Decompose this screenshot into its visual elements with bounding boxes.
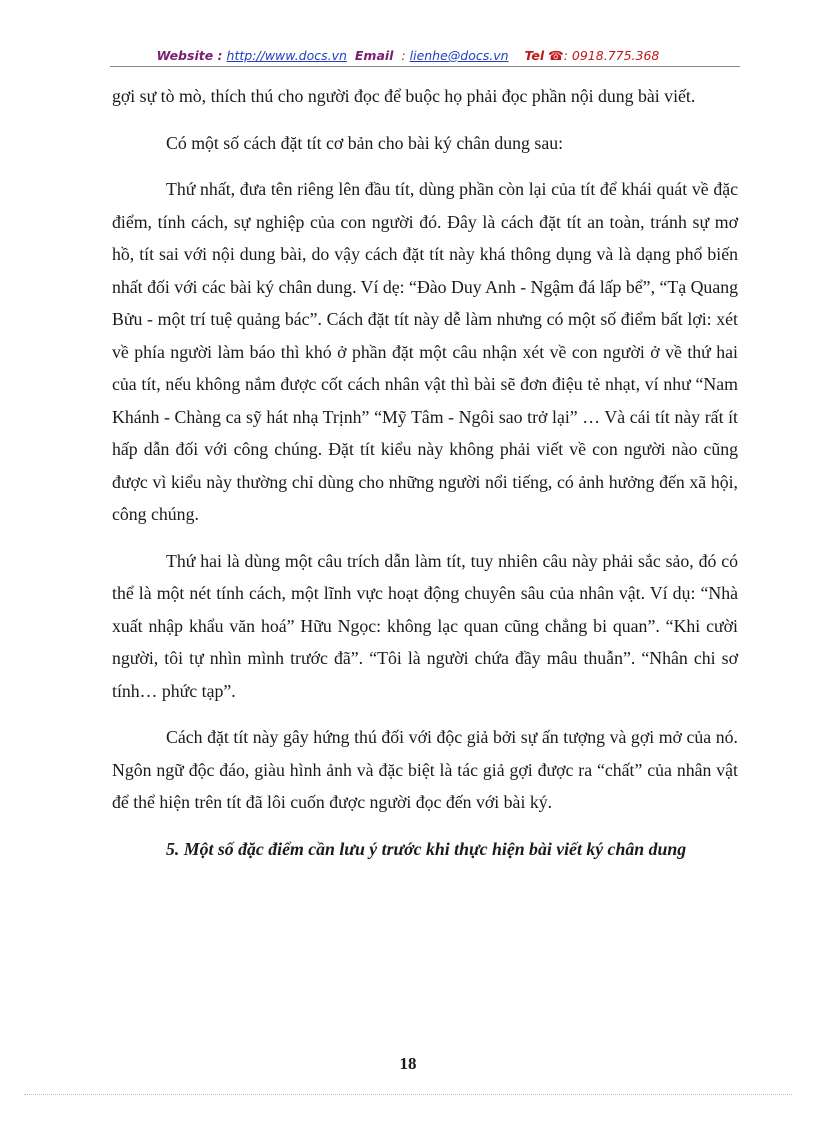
header-divider (110, 66, 740, 67)
website-label: Website : (156, 48, 223, 63)
paragraph-2: Có một số cách đặt tít cơ bản cho bài ký chân dung sau: (166, 132, 564, 153)
paragraph-3: Thứ nhất, đưa tên riêng lên đầu tít, dùng phần còn lại của tít để khái quát về đặc điểm, tính cách, sự nghiệp của con người đó. Đây là cách đặt tít an toàn, tránh sự mơ hồ, tít sai với nội dung bài, do vậy cách đặt tít này khá thông dụng và là dạng phổ biến nhất đối với các bài ký chân dung. Ví dẹ: “Đào Duy Anh - Ngậm đá lấp bể”, “Tạ Quang Bửu - một trí tuệ quảng bác”. Cách đặt tít này dễ làm nhưng có một số điểm bất lợi: xét về phía người làm báo thì khó ở phần đặt một câu nhận xét về con người ở về thứ hai của tít, nếu không nắm được cốt cách nhân vật thì bài sẽ đơn điệu tẻ nhạt, ví như “Nam Khánh - Chàng ca sỹ hát nhạ Trịnh” “Mỹ Tâm - Ngôi sao trở lại” … Và cái tít này rất ít hấp dẫn đối với công chúng. Đặt tít kiểu này không phải viết về con người nào cũng được vì kiểu này thường chỉ dùng cho những người nổi tiếng, có ảnh hưởng đến xã hội, công chúng. (112, 179, 738, 524)
phone-icon: ☎ (548, 48, 564, 63)
paragraph-5: Cách đặt tít này gây hứng thú đối với độc giả bởi sự ấn tượng và gợi mở của nó. Ngôn ngữ độc đáo, giàu hình ảnh và đặc biệt là tác giả gợi được ra “chất” của nhân vật để thể hiện trên tít đã lôi cuốn được người đọc đến với bài ký. (112, 727, 738, 812)
website-link[interactable]: http://www.docs.vn (226, 48, 347, 63)
page-header (0, 48, 816, 63)
section-heading: 5. Một số đặc điểm cần lưu ý trước khi thực hiện bài viết ký chân dung (166, 838, 687, 859)
tel-label: Tel (524, 48, 545, 63)
email-separator: : (401, 48, 406, 63)
page-content (112, 80, 738, 865)
email-link[interactable]: lienhe@docs.vn (409, 48, 509, 63)
page-number: 18 (399, 1054, 417, 1073)
paragraph-1: gợi sự tò mò, thích thú cho người đọc để buộc họ phải đọc phần nội dung bài viết. (112, 86, 696, 106)
footer-divider (24, 1094, 792, 1095)
paragraph-4: Thứ hai là dùng một câu trích dẫn làm tít, tuy nhiên câu này phải sắc sảo, đó có thể là một nét tính cách, một lĩnh vực hoạt động chuyên sâu của nhân vật. Ví dụ: “Nhà xuất nhập khẩu văn hoá” Hữu Ngọc: không lạc quan cũng chẳng bi quan”. “Khi cười người, tôi tự nhìn mình trước đã”. “Tôi là người chứa đầy mâu thuẫn”. “Nhân chi sơ tính… phức tạp”. (112, 550, 738, 701)
email-label: Email (354, 48, 394, 63)
tel-value: : 0918.775.368 (563, 48, 660, 63)
